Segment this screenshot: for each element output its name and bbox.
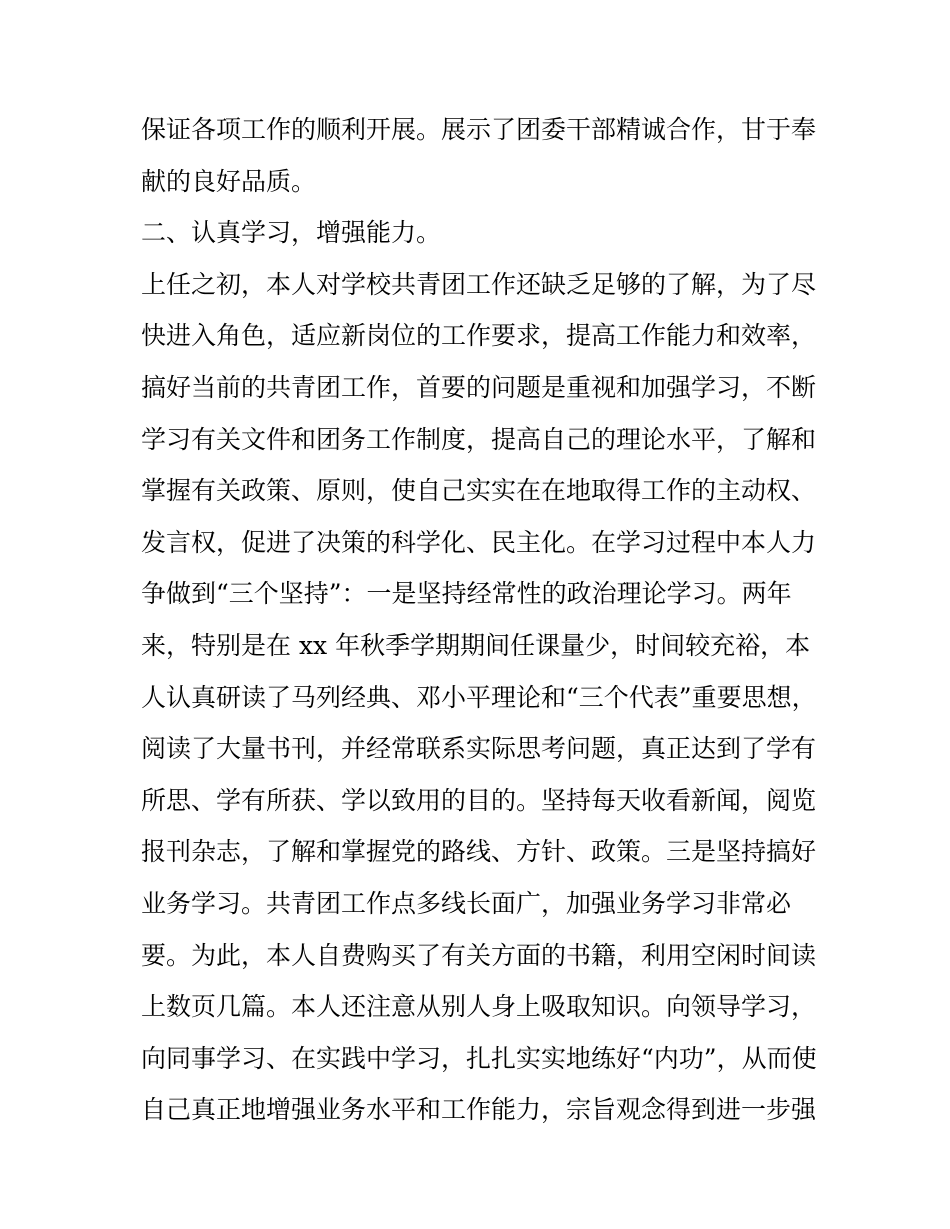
text-line: 来，特别是在 xx 年秋季学期期间任课量少，时间较充裕，本	[141, 630, 811, 660]
text-line: 阅读了大量书刊，并经常联系实际思考问题，真正达到了学有	[141, 734, 817, 764]
text-line: 献的良好品质。	[141, 166, 317, 196]
section-heading: 二、认真学习，增强能力。	[141, 218, 442, 248]
text-line: 上任之初，本人对学校共青团工作还缺乏足够的了解，为了尽	[141, 269, 817, 299]
text-line: 所思、学有所获、学以致用的目的。坚持每天收看新闻，阅览	[141, 785, 817, 815]
text-line: 搞好当前的共青团工作，首要的问题是重视和加强学习，不断	[141, 372, 817, 402]
text-line: 快进入角色，适应新岗位的工作要求，提高工作能力和效率，	[141, 321, 817, 351]
text-line: 业务学习。共青团工作点多线长面广，加强业务学习非常必	[141, 888, 792, 918]
text-line: 要。为此，本人自费购买了有关方面的书籍，利用空闲时间读	[141, 940, 817, 970]
text-line: 上数页几篇。本人还注意从别人身上吸取知识。向领导学习，	[141, 992, 817, 1022]
text-line: 保证各项工作的顺利开展。展示了团委干部精诚合作，甘于奉	[141, 115, 817, 144]
text-line: 自己真正地增强业务水平和工作能力，宗旨观念得到进一步强	[141, 1095, 817, 1125]
text-line: 争做到“三个坚持”：一是坚持经常性的政治理论学习。两年	[141, 579, 792, 609]
text-line: 报刊杂志，了解和掌握党的路线、方针、政策。三是坚持搞好	[141, 837, 817, 867]
text-line: 学习有关文件和团务工作制度，提高自己的理论水平，了解和	[141, 424, 817, 454]
text-line: 发言权，促进了决策的科学化、民主化。在学习过程中本人力	[141, 527, 817, 557]
body-text	[141, 104, 821, 1136]
text-line: 人认真研读了马列经典、邓小平理论和“三个代表”重要思想，	[141, 682, 817, 712]
text-line: 向同事学习、在实践中学习，扎扎实实地练好“内功”，从而使	[141, 1043, 817, 1073]
text-line: 掌握有关政策、原则，使自己实实在在地取得工作的主动权、	[141, 476, 817, 506]
